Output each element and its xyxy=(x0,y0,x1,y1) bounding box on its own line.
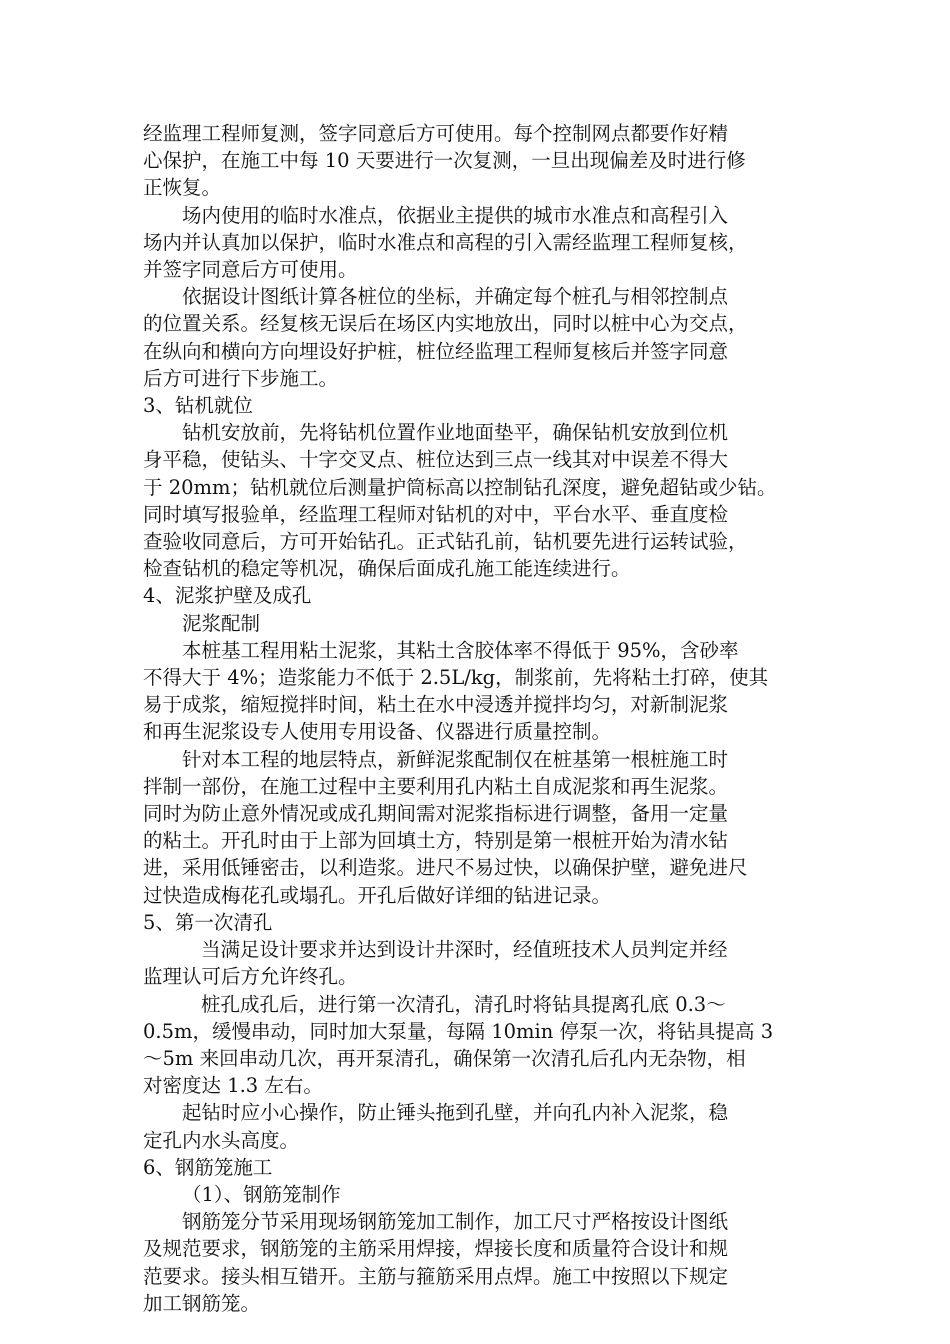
paragraph-control-network xyxy=(143,120,813,202)
text-line: 经监理工程师复测，签字同意后方可使用。每个控制网点都要作好精 xyxy=(143,122,729,145)
text-line: 于 20mm；钻机就位后测量护筒标高以控制钻孔深度，避免超钻或少钻。 xyxy=(143,475,777,499)
text-line: 不得大于 4%；造浆能力不低于 2.5L/kg，制浆前，先将粘土打碎，使其 xyxy=(143,666,769,690)
heading-text: 4、泥浆护壁及成孔 xyxy=(143,584,312,608)
text-line: 身平稳，使钻头、十字交叉点、桩位达到三点一线其对中误差不得大 xyxy=(143,448,729,472)
text-line: 0.5m，缓慢串动，同时加大泵量，每隔 10min 停泵一次，将钻具提高 3 xyxy=(143,1019,774,1043)
section-heading-rebar-cage xyxy=(143,1154,813,1181)
text-line: 同时填写报验单，经监理工程师对钻机的对中，平台水平、垂直度检 xyxy=(143,502,729,526)
text-line: 桩孔成孔后，进行第一次清孔，清孔时将钻具提离孔底 0.3～ xyxy=(201,992,726,1016)
paragraph-rebar-fabrication xyxy=(143,1208,813,1317)
section-heading-mud-wall xyxy=(143,582,813,609)
text-line: 易于成浆，缩短搅拌时间，粘土在水中浸透并搅拌均匀，对新制泥浆 xyxy=(143,693,729,717)
text-line: 本桩基工程用粘土泥浆，其粘土含胶体率不得低于 95%，含砂率 xyxy=(182,638,739,662)
text-line: 定孔内水头高度。 xyxy=(143,1128,300,1152)
text-line: 依据设计图纸计算各桩位的坐标，并确定每个桩孔与相邻控制点 xyxy=(182,285,729,309)
text-line: 和再生泥浆设专人使用专用设备、仪器进行质量控制。 xyxy=(143,720,612,744)
section-heading-drill-positioning xyxy=(143,392,813,419)
subheading-mud-preparation xyxy=(143,610,813,637)
text-line: 进，采用低锤密击，以利造浆。进尺不易过快，以确保护壁，避免进尺 xyxy=(143,856,748,880)
text-line: 查验收同意后，方可开始钻孔。正式钻孔前，钻机要先进行运转试验， xyxy=(143,530,748,554)
text-line: 对密度达 1.3 左右。 xyxy=(143,1074,323,1098)
text-line: 针对本工程的地层特点，新鲜泥浆配制仅在桩基第一根桩施工时 xyxy=(182,747,729,771)
paragraph-final-hole xyxy=(143,936,813,990)
text-line: 加工钢筋笼。 xyxy=(143,1291,261,1315)
document-page xyxy=(143,120,813,1317)
text-line: 钢筋笼分节采用现场钢筋笼加工制作，加工尺寸严格按设计图纸 xyxy=(182,1210,729,1234)
section-heading-first-cleaning xyxy=(143,909,813,936)
heading-text: 泥浆配制 xyxy=(182,611,261,635)
text-line: 的位置关系。经复核无误后在场区内实地放出，同时以桩中心为交点， xyxy=(143,312,748,336)
text-line: 并签字同意后方可使用。 xyxy=(143,258,358,282)
paragraph-hole-cleaning xyxy=(143,991,813,1100)
text-line: 拌制一部份，在施工过程中主要利用孔内粘土自成泥浆和再生泥浆。 xyxy=(143,774,729,798)
text-line: 正恢复。 xyxy=(143,176,222,200)
heading-text: 6、钢筋笼施工 xyxy=(143,1155,273,1179)
paragraph-clay-mud xyxy=(143,637,813,746)
heading-text: 5、第一次清孔 xyxy=(143,910,273,934)
text-line: 同时为防止意外情况或成孔期间需对泥浆指标进行调整，备用一定量 xyxy=(143,802,729,826)
text-line: 过快造成梅花孔或塌孔。开孔后做好详细的钻进记录。 xyxy=(143,883,612,907)
text-line: ～5m 来回串动几次，再开泵清孔，确保第一次清孔后孔内无杂物，相 xyxy=(143,1046,746,1070)
paragraph-fresh-mud xyxy=(143,746,813,909)
text-line: 检查钻机的稳定等机况，确保后面成孔施工能连续进行。 xyxy=(143,557,631,581)
subheading-rebar-cage-fabrication xyxy=(143,1181,813,1208)
text-line: 钻机安放前，先将钻机位置作业地面垫平，确保钻机安放到位机 xyxy=(182,421,729,445)
text-line: 当满足设计要求并达到设计井深时，经值班技术人员判定并经 xyxy=(201,938,728,962)
text-line: 后方可进行下步施工。 xyxy=(143,366,339,390)
text-line: 监理认可后方允许终孔。 xyxy=(143,965,358,989)
text-line: 场内并认真加以保护，临时水准点和高程的引入需经监理工程师复核， xyxy=(143,230,748,254)
text-line: 起钻时应小心操作，防止锤头拖到孔壁，并向孔内补入泥浆，稳 xyxy=(182,1101,729,1125)
text-line: 范要求。接头相互错开。主筋与箍筋采用点焊。施工中按照以下规定 xyxy=(143,1264,729,1288)
text-line: 心保护，在施工中每 10 天要进行一次复测，一旦出现偏差及时进行修 xyxy=(143,149,746,173)
text-line: 及规范要求，钢筋笼的主筋采用焊接，焊接长度和质量符合设计和规 xyxy=(143,1237,729,1261)
text-line: 在纵向和横向方向埋设好护桩，桩位经监理工程师复核后并签字同意 xyxy=(143,339,729,363)
text-line: 的粘土。开孔时由于上部为回填土方，特别是第一根桩开始为清水钻 xyxy=(143,829,729,853)
paragraph-drill-placement xyxy=(143,419,813,582)
text-line: 场内使用的临时水准点，依据业主提供的城市水准点和高程引入 xyxy=(182,203,729,227)
paragraph-lift-drill xyxy=(143,1099,813,1153)
heading-text: （1）、钢筋笼制作 xyxy=(182,1182,341,1206)
heading-text: 3、钻机就位 xyxy=(143,394,253,418)
paragraph-temporary-benchmark xyxy=(143,202,813,284)
paragraph-pile-coordinates xyxy=(143,283,813,392)
